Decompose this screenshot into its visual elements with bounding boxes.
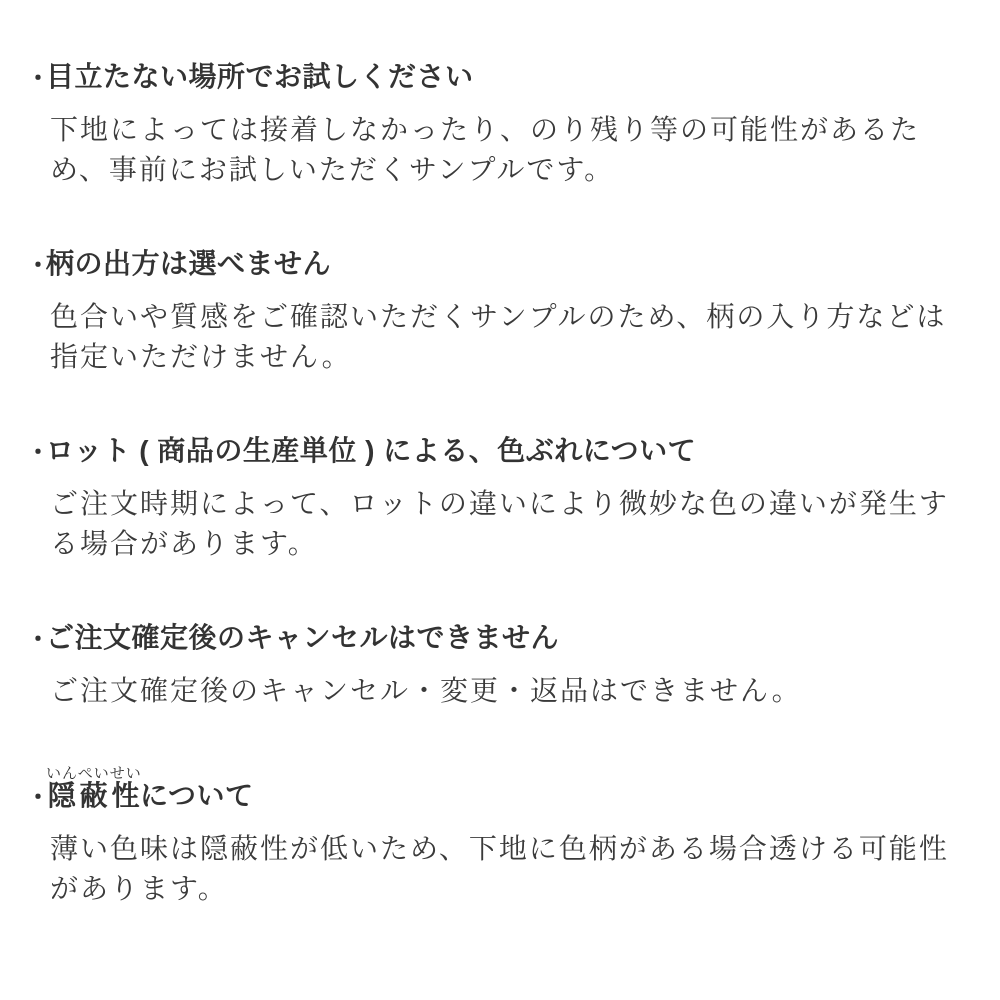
- section-heading: 目立たない場所でお試しください: [46, 61, 474, 92]
- section-no-cancellation: [0, 618, 960, 711]
- heading-line: [0, 431, 960, 473]
- section-heading: ご注文確定後のキャンセルはできません: [46, 622, 560, 653]
- ruby-annotated-word: [46, 765, 142, 811]
- section-pattern-placement: [0, 244, 960, 377]
- section-opacity: [0, 765, 960, 909]
- section-body: 薄い色味は隠蔽性が低いため、下地に色柄がある場合透ける可能性があります。: [50, 833, 949, 904]
- section-lot-color-variation: [0, 431, 960, 564]
- section-body: ご注文時期によって、ロットの違いにより微妙な色の違いが発生する場合があります。: [50, 488, 949, 559]
- section-heading: 柄の出方は選べません: [46, 248, 332, 279]
- heading-rest: について: [140, 780, 254, 811]
- section-body: ご注文確定後のキャンセル・変更・返品はできません。: [50, 675, 802, 706]
- section-body: 下地によっては接着しなかったり、のり残り等の可能性があるため、事前にお試しいただくサンプルです。: [50, 114, 921, 185]
- furigana-reading: いんぺいせい: [46, 765, 142, 782]
- bullet-dot: ・: [26, 65, 50, 92]
- bullet-dot: ・: [26, 784, 50, 811]
- bullet-dot: ・: [26, 626, 50, 653]
- heading-line: [0, 244, 960, 286]
- heading-line: [0, 765, 960, 818]
- section-heading: [46, 765, 253, 816]
- heading-line: [0, 57, 960, 99]
- ruby-base: 隠蔽性: [46, 780, 142, 811]
- heading-line: [0, 618, 960, 660]
- section-test-inconspicuous-area: [0, 57, 960, 190]
- section-body: 色合いや質感をご確認いただくサンプルのため、柄の入り方などは指定いただけません。: [50, 301, 947, 372]
- bullet-dot: ・: [26, 252, 50, 279]
- bullet-dot: ・: [26, 439, 50, 466]
- section-heading: ロット ( 商品の生産単位 ) による、色ぶれについて: [46, 435, 697, 466]
